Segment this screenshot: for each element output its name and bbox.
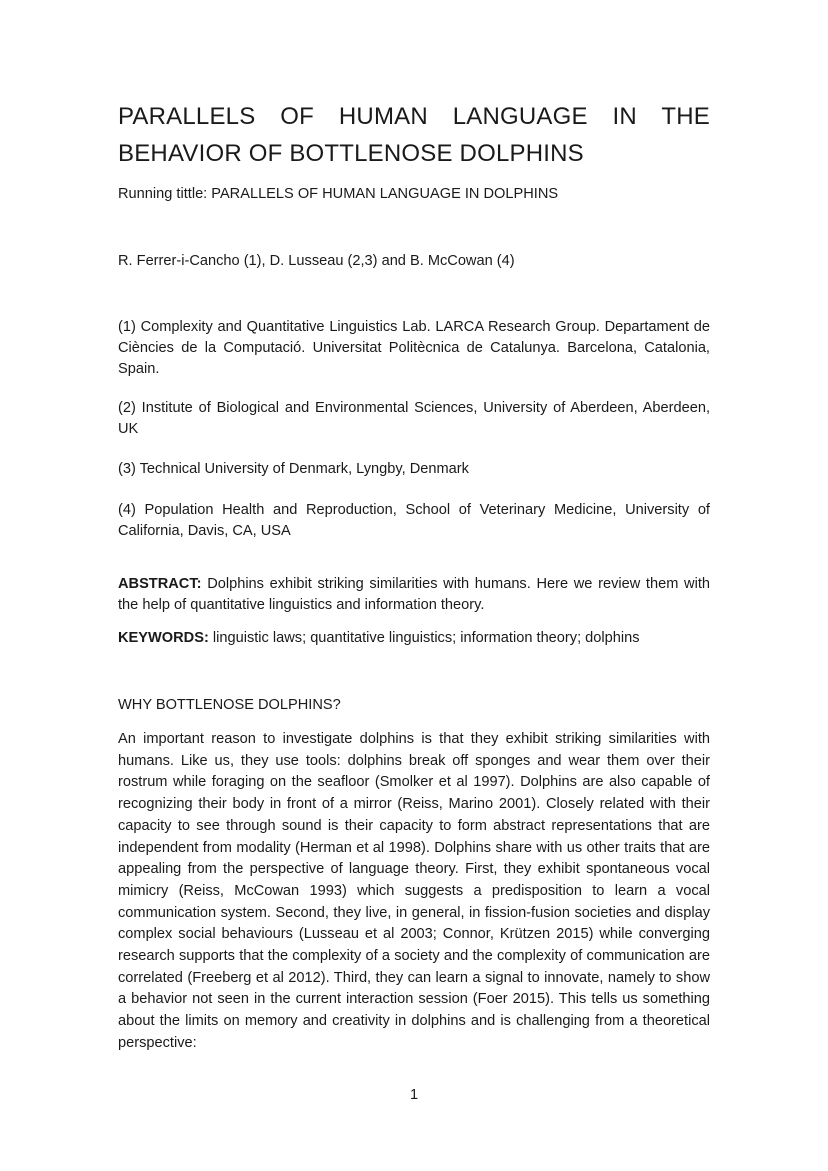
- abstract: [118, 574, 710, 616]
- affiliation-4: (4) Population Health and Reproduction, School of Veterinary Medicine, University of California, Davis, CA, USA: [118, 502, 710, 539]
- page-number: 1: [409, 1087, 419, 1103]
- affiliation-3: (3) Technical University of Denmark, Lyngby, Denmark: [118, 461, 469, 477]
- paper-title: [118, 98, 710, 172]
- title-line-1: PARALLELS OF HUMAN LANGUAGE IN THE: [118, 103, 710, 130]
- title-line-2: BEHAVIOR OF BOTTLENOSE DOLPHINS: [118, 140, 584, 167]
- section-heading: WHY BOTTLENOSE DOLPHINS?: [118, 697, 341, 713]
- body-paragraph: An important reason to investigate dolphins is that they exhibit striking similarities with humans. Like us, they use tools: dolphins break off sponges and wear them over their rostrum while foraging on the seafloor (Smolker et al 1997). Dolphins are also capable of recognizing their body in front of a mirror (Reiss, Marino 2001). Closely related with their capacity to see through sound is their capacity to form abstract representations that are independent from modality (Herman et al 1998). Dolphins share with us other traits that are appealing from the perspective of language theory. First, they exhibit spontaneous vocal mimicry (Reiss, McCowan 1993) which suggests a predisposition to learn a vocal communication system. Second, they live, in general, in fission-fusion societies and display complex social behaviours (Lusseau et al 2003; Connor, Krützen 2015) while converging research supports that the complexity of a society and the complexity of communication are correlated (Freeberg et al 2012). Third, they can learn a signal to innovate, namely to show a behavior not seen in the current interaction session (Foer 2015). This tells us something about the limits on memory and creativity in dolphins and is challenging from a theoretical perspective:: [118, 731, 710, 1051]
- running-title: Running tittle: PARALLELS OF HUMAN LANGUAGE IN DOLPHINS: [118, 186, 559, 202]
- abstract-text: Dolphins exhibit striking similarities with humans. Here we review them with the help of quantitative linguistics and information theory.: [118, 576, 710, 613]
- keywords-label: KEYWORDS:: [118, 630, 209, 646]
- keywords: [118, 628, 710, 649]
- affiliation-2: (2) Institute of Biological and Environmental Sciences, University of Aberdeen, Aberdeen, UK: [118, 400, 710, 437]
- affiliation-1: (1) Complexity and Quantitative Linguistics Lab. LARCA Research Group. Departament de Ciències de la Computació. Universitat Politècnica de Catalunya. Barcelona, Catalonia, Spain.: [118, 319, 710, 377]
- abstract-label: ABSTRACT:: [118, 576, 202, 592]
- keywords-text: linguistic laws; quantitative linguistics; information theory; dolphins: [208, 630, 640, 646]
- authors: R. Ferrer-i-Cancho (1), D. Lusseau (2,3) and B. McCowan (4): [118, 253, 515, 269]
